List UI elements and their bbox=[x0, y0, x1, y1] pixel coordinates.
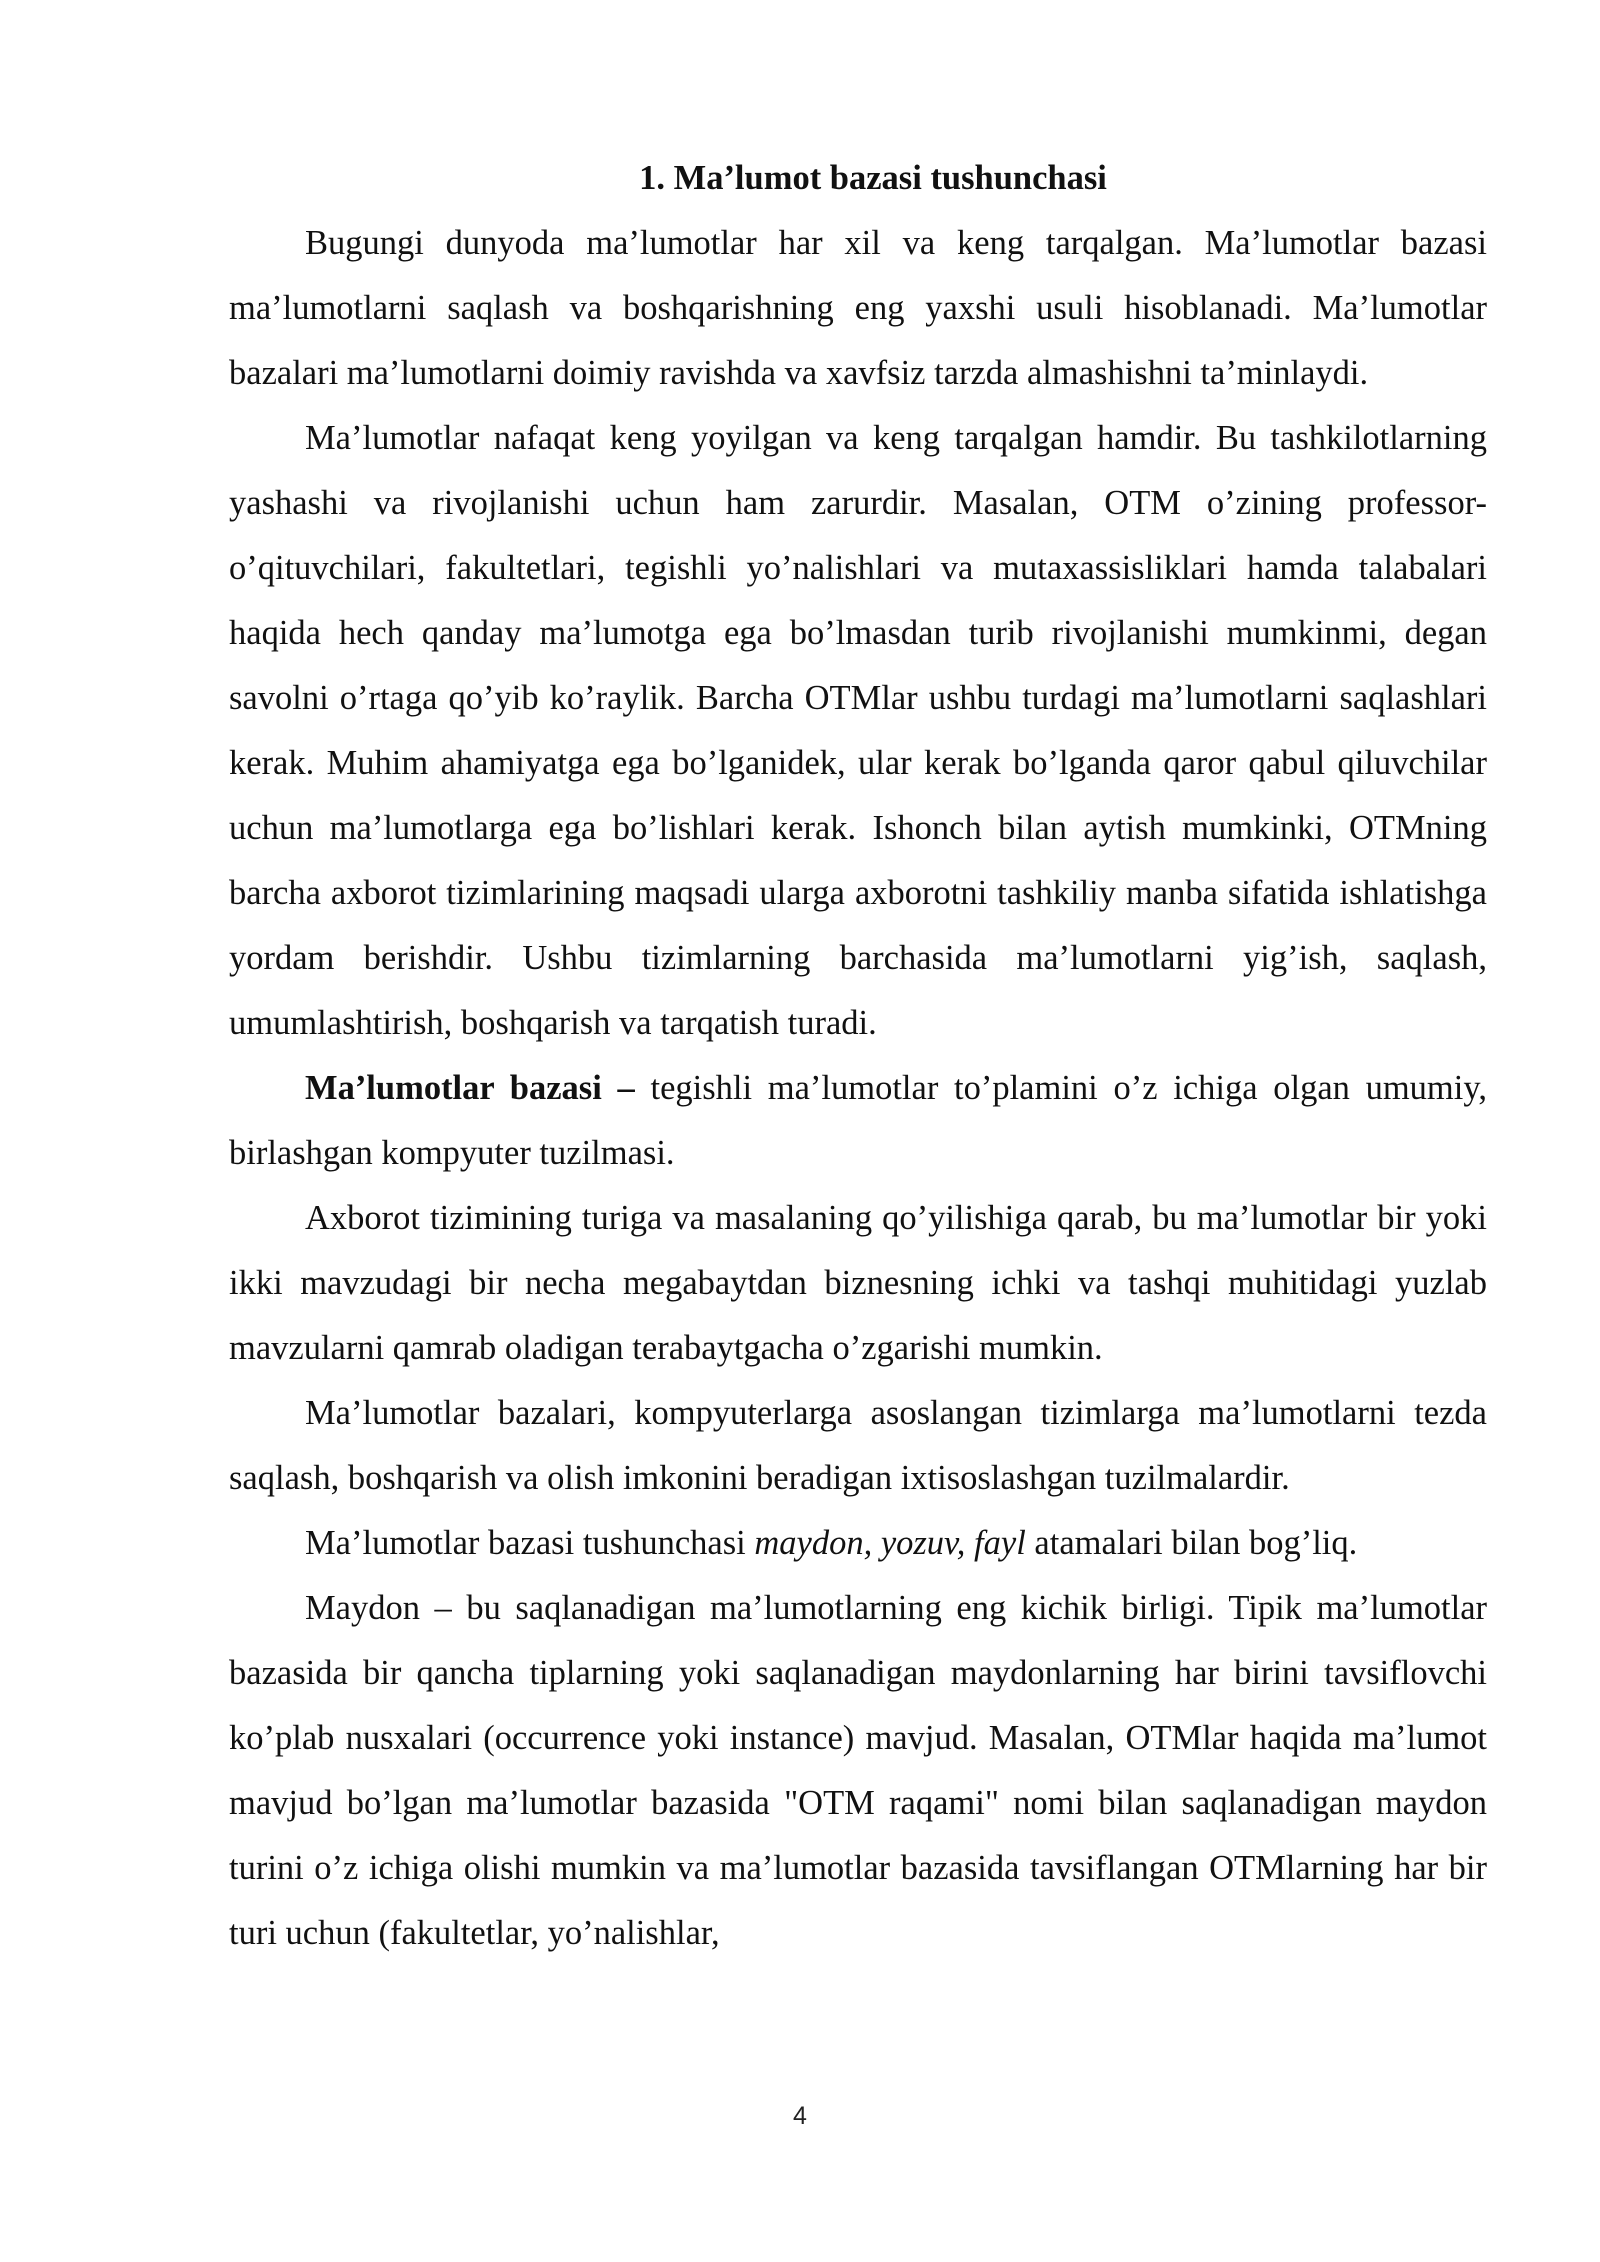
section-heading: 1. Ma’lumot bazasi tushunchasi bbox=[639, 159, 1107, 197]
definition-term: Ma’lumotlar bazasi – bbox=[305, 1069, 635, 1107]
paragraph-field: Maydon – bu saqlanadigan ma’lumotlarning eng kichik birligi. Tipik ma’lumotlar bazasida bir qancha tiplarning yoki saqlanadigan maydonlarning har birini tavsiflovchi ko’plab nusxalari (occurrence yoki instance) mavjud. Masalan, OTMlar haqida ma’lumot mavjud bo’lgan ma’lumotlar bazasida "OTM raqami" nomi bilan saqlanadigan maydon turini o’z ichiga olishi mumkin va ma’lumotlar bazasida tavsiflangan OTMlarning har bir turi uchun (fakultetlar, yo’nalishlar, bbox=[229, 1589, 1487, 1952]
page-number: 4 bbox=[793, 2102, 807, 2130]
paragraph-size-range: Axborot tizimining turiga va masalaning qo’yilishiga qarab, bu ma’lumotlar bir yoki ikki mavzudagi bir necha megabaytdan biznesning ichki va tashqi muhitidagi yuzlab mavzularni qamrab oladigan terabaytgacha o’zgarishi mumkin. bbox=[229, 1199, 1487, 1367]
terms-italic: maydon, yozuv, fayl bbox=[754, 1524, 1026, 1562]
page-content bbox=[229, 146, 1487, 1966]
terms-text-start: Ma’lumotlar bazasi tushunchasi bbox=[305, 1524, 755, 1562]
paragraph-structures: Ma’lumotlar bazalari, kompyuterlarga asoslangan tizimlarga ma’lumotlarni tezda saqlash, boshqarish va olish imkonini beradigan ixtisoslashgan tuzilmalardir. bbox=[229, 1394, 1487, 1497]
paragraph-definition bbox=[229, 1056, 1487, 1186]
definition-text: tegishli ma’lumotlar to’plamini o’z ichiga olgan umumiy, birlashgan kompyuter tuzilmasi. bbox=[229, 1069, 1487, 1172]
paragraph-importance: Ma’lumotlar nafaqat keng yoyilgan va keng tarqalgan hamdir. Bu tashkilotlarning yashashi va rivojlanishi uchun ham zarurdir. Masalan, OTM o’zining professor-o’qituvchilari, fakultetlari, tegishli yo’nalishlari va mutaxassisliklari hamda talabalari haqida hech qanday ma’lumotga ega bo’lmasdan turib rivojlanishi mumkinmi, degan savolni o’rtaga qo’yib ko’raylik. Barcha OTMlar ushbu turdagi ma’lumotlarni saqlashlari kerak. Muhim ahamiyatga ega bo’lganidek, ular kerak bo’lganda qaror qabul qiluvchilar uchun ma’lumotlarga ega bo’lishlari kerak. Ishonch bilan aytish mumkinki, OTMning barcha axborot tizimlarining maqsadi ularga axborotni tashkiliy manba sifatida ishlatishga yordam berishdir. Ushbu tizimlarning barchasida ma’lumotlarni yig’ish, saqlash, umumlashtirish, boshqarish va tarqatish turadi. bbox=[229, 419, 1487, 1042]
paragraph-intro: Bugungi dunyoda ma’lumotlar har xil va keng tarqalgan. Ma’lumotlar bazasi ma’lumotlarni saqlash va boshqarishning eng yaxshi usuli hisoblanadi. Ma’lumotlar bazalari ma’lumotlarni doimiy ravishda va xavfsiz tarzda almashishni ta’minlaydi. bbox=[229, 224, 1487, 392]
terms-text-end: atamalari bilan bog’liq. bbox=[1025, 1524, 1358, 1562]
paragraph-terms bbox=[229, 1511, 1487, 1576]
